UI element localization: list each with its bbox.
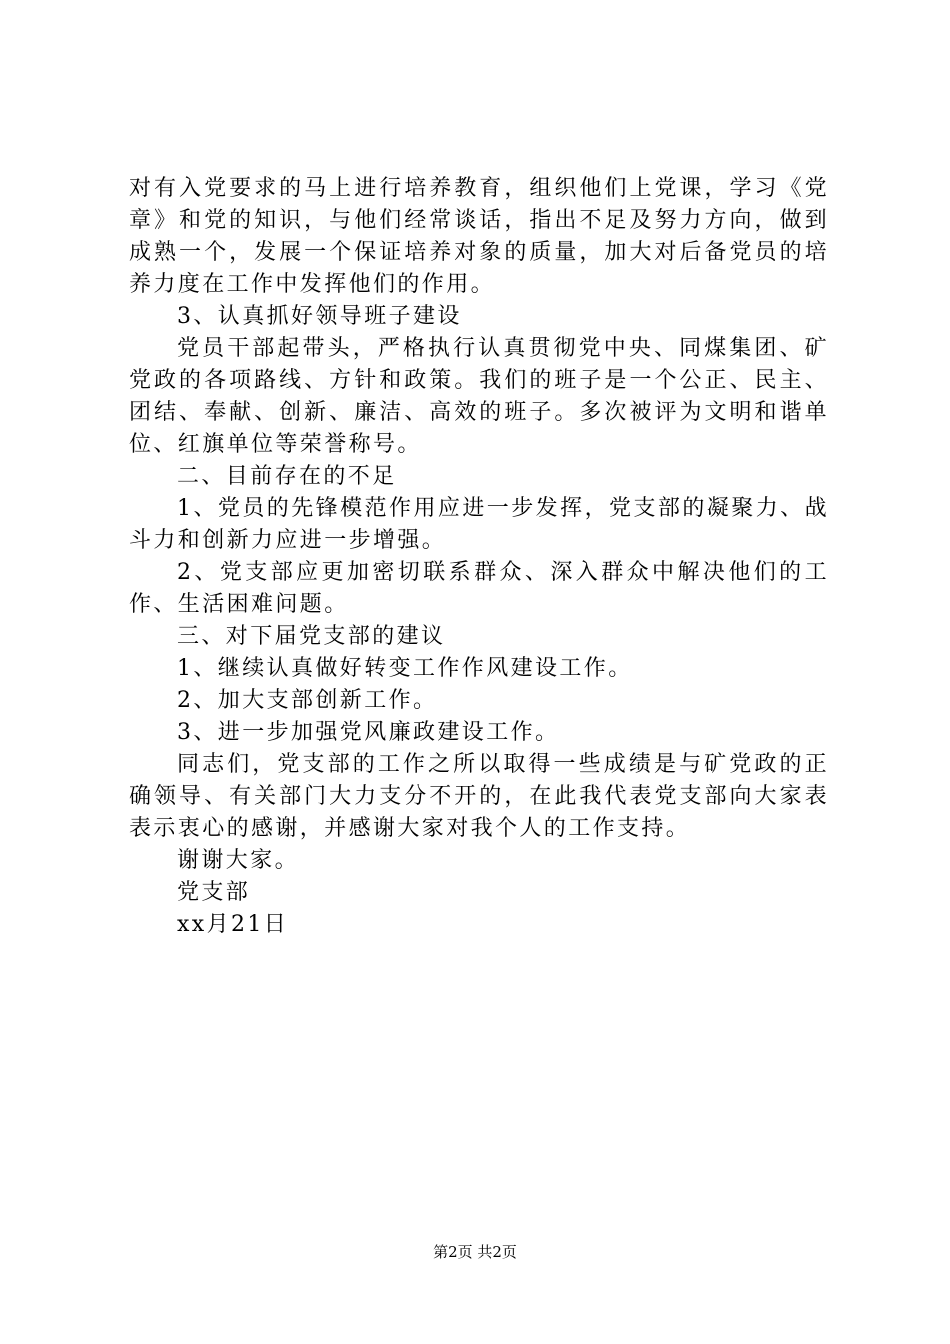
signature-date: xx月21日 bbox=[177, 912, 289, 937]
paragraph-6: 2、党支部应更加密切联系群众、深入群众中解决他们的工作、生活困难问题。 bbox=[129, 560, 829, 617]
paragraph-5: 1、党员的先锋模范作用应进一步发挥，党支部的凝聚力、战斗力和创新力应进一步增强。 bbox=[129, 496, 829, 553]
section-heading-3: 三、对下届党支部的建议 bbox=[177, 624, 446, 649]
paragraph-10: 3、进一步加强党风廉政建设工作。 bbox=[177, 720, 560, 745]
page-number-footer: 第2页 共2页 bbox=[433, 1243, 517, 1261]
paragraph-8: 1、继续认真做好转变工作作风建设工作。 bbox=[177, 656, 633, 681]
paragraph-2: 3、认真抓好领导班子建设 bbox=[177, 304, 462, 329]
paragraph-3: 党员干部起带头，严格执行认真贯彻党中央、同煤集团、矿党政的各项路线、方针和政策。我们的班子是一个公正、民主、团结、奉献、创新、廉洁、高效的班子。多次被评为文明和谐单位、红旗单位等荣誉称号。 bbox=[129, 336, 829, 457]
signature-org: 党支部 bbox=[177, 880, 251, 905]
document-body bbox=[129, 173, 829, 941]
paragraph-1: 对有入党要求的马上进行培养教育，组织他们上党课，学习《党章》和党的知识，与他们经常谈话，指出不足及努力方向，做到成熟一个，发展一个保证培养对象的质量，加大对后备党员的培养力度在工作中发挥他们的作用。 bbox=[129, 176, 829, 297]
paragraph-9: 2、加大支部创新工作。 bbox=[177, 688, 438, 713]
closing-thanks: 谢谢大家。 bbox=[177, 848, 300, 873]
section-heading-2: 二、目前存在的不足 bbox=[177, 464, 397, 489]
paragraph-11: 同志们，党支部的工作之所以取得一些成绩是与矿党政的正确领导、有关部门大力支分不开的，在此我代表党支部向大家表表示衷心的感谢，并感谢大家对我个人的工作支持。 bbox=[129, 752, 829, 841]
